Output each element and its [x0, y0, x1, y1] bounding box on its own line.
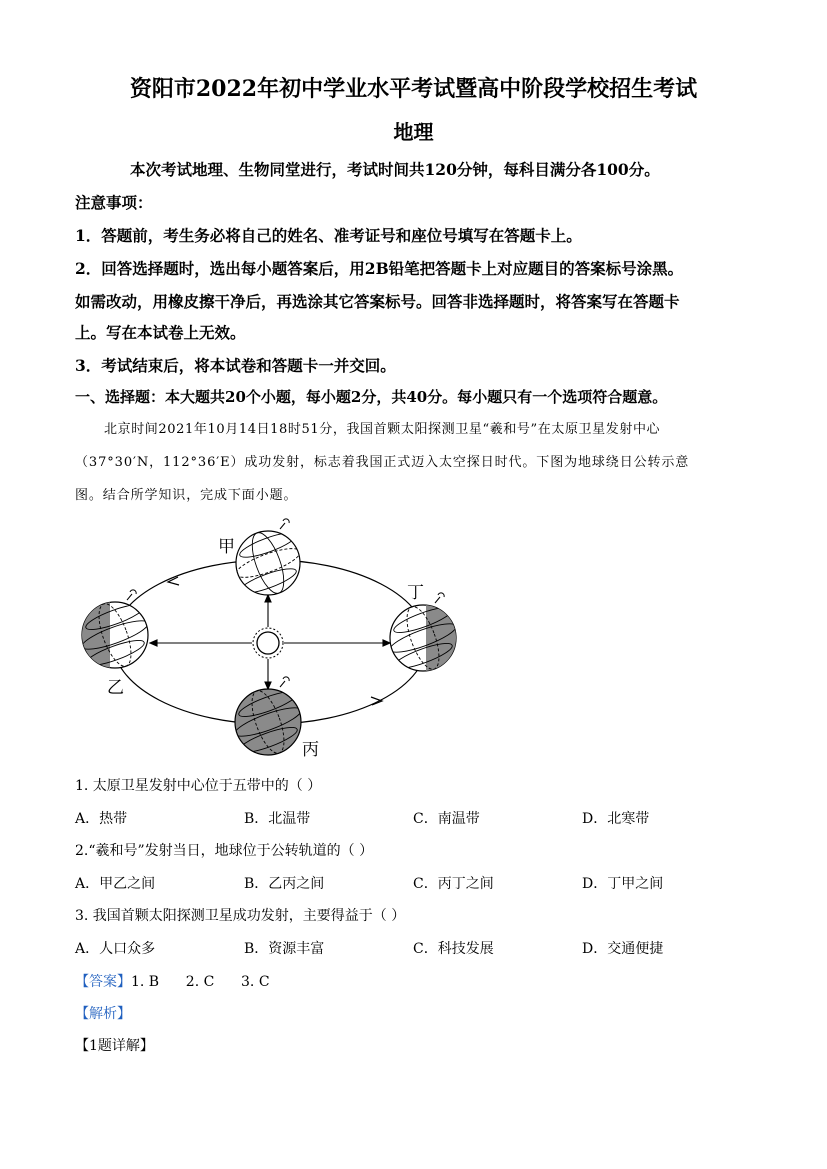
passage-line-3: 图。结合所学知识，完成下面小题。 [75, 488, 298, 503]
question-2-option-b: B．乙丙之间 [244, 876, 325, 892]
notice-heading: 注意事项： [75, 193, 153, 212]
passage-line-1: 北京时间2021年10月14日18时51分，我国首颗太阳探测卫星“羲和号”在太原卫星发射中心 [104, 422, 661, 437]
label-bing: 丙 [302, 740, 319, 760]
earth-bing-icon [232, 677, 303, 757]
notice-item-1: 1．答题前，考生务必将自己的姓名、准考证号和座位号填写在答题卡上。 [75, 226, 582, 245]
question-2-option-a: A．甲乙之间 [75, 876, 156, 892]
question-2-option-d: D．丁甲之间 [582, 876, 664, 892]
question-2-stem: 2.“羲和号”发射当日，地球位于公转轨道的（ ） [75, 843, 374, 859]
notice-item-2: 2．回答选择题时，选出每小题答案后，用2B铅笔把答题卡上对应题目的答案标号涂黑。 [75, 259, 684, 278]
earth-ding-icon [387, 593, 466, 680]
answer-tag: 【答案】 [75, 974, 131, 990]
notice-item-2-end: 上。写在本试卷上无效。 [75, 323, 246, 342]
subject-title: 地理 [393, 120, 434, 144]
question-3-stem: 3. 我国首颗太阳探测卫星成功发射，主要得益于（ ） [75, 908, 406, 924]
notice-item-2-cont: 如需改动，用橡皮擦干净后，再选涂其它答案标号。回答非选择题时，将答案写在答题卡 [75, 292, 680, 311]
answer-text: 1. B 2. C 3. C [131, 974, 270, 990]
earth-jia-icon [233, 519, 303, 598]
exam-intro: 本次考试地理、生物同堂进行，考试时间共120分钟，每科目满分各100分。 [130, 160, 660, 179]
question-3-option-a: A．人口众多 [75, 941, 156, 957]
question-1-option-d: D．北寒带 [582, 811, 650, 827]
orbit-diagram [70, 515, 470, 765]
question-3-option-b: B．资源丰富 [244, 941, 325, 957]
label-yi: 乙 [107, 678, 124, 698]
notice-item-3: 3．考试结束后，将本试卷和答题卡一并交回。 [75, 356, 396, 375]
question-1-option-a: A．热带 [75, 811, 128, 827]
detail-tag: 【1题详解】 [75, 1038, 154, 1054]
passage-line-2: （37°30′N，112°36′E）成功发射，标志着我国正式迈入太空探日时代。下图为地球绕日公转示意 [75, 455, 690, 470]
label-jia: 甲 [218, 537, 235, 557]
section-heading: 一、选择题：本大题共20个小题，每小题2分，共40分。每小题只有一个选项符合题意。 [75, 388, 668, 406]
answer-line [75, 971, 270, 991]
question-1-option-b: B．北温带 [244, 811, 311, 827]
question-1-stem: 1. 太原卫星发射中心位于五带中的（ ） [75, 778, 322, 794]
question-1-option-c: C．南温带 [413, 811, 480, 827]
analysis-tag: 【解析】 [75, 1006, 131, 1022]
earth-yi-icon [70, 590, 151, 675]
label-ding: 丁 [407, 583, 424, 603]
question-3-option-d: D．交通便捷 [582, 941, 664, 957]
exam-title: 资阳市2022年初中学业水平考试暨高中阶段学校招生考试 [129, 76, 698, 102]
orbit-arrow-icon [168, 577, 179, 585]
sun-icon [253, 628, 283, 658]
question-2-option-c: C．丙丁之间 [413, 876, 494, 892]
question-3-option-c: C．科技发展 [413, 941, 494, 957]
